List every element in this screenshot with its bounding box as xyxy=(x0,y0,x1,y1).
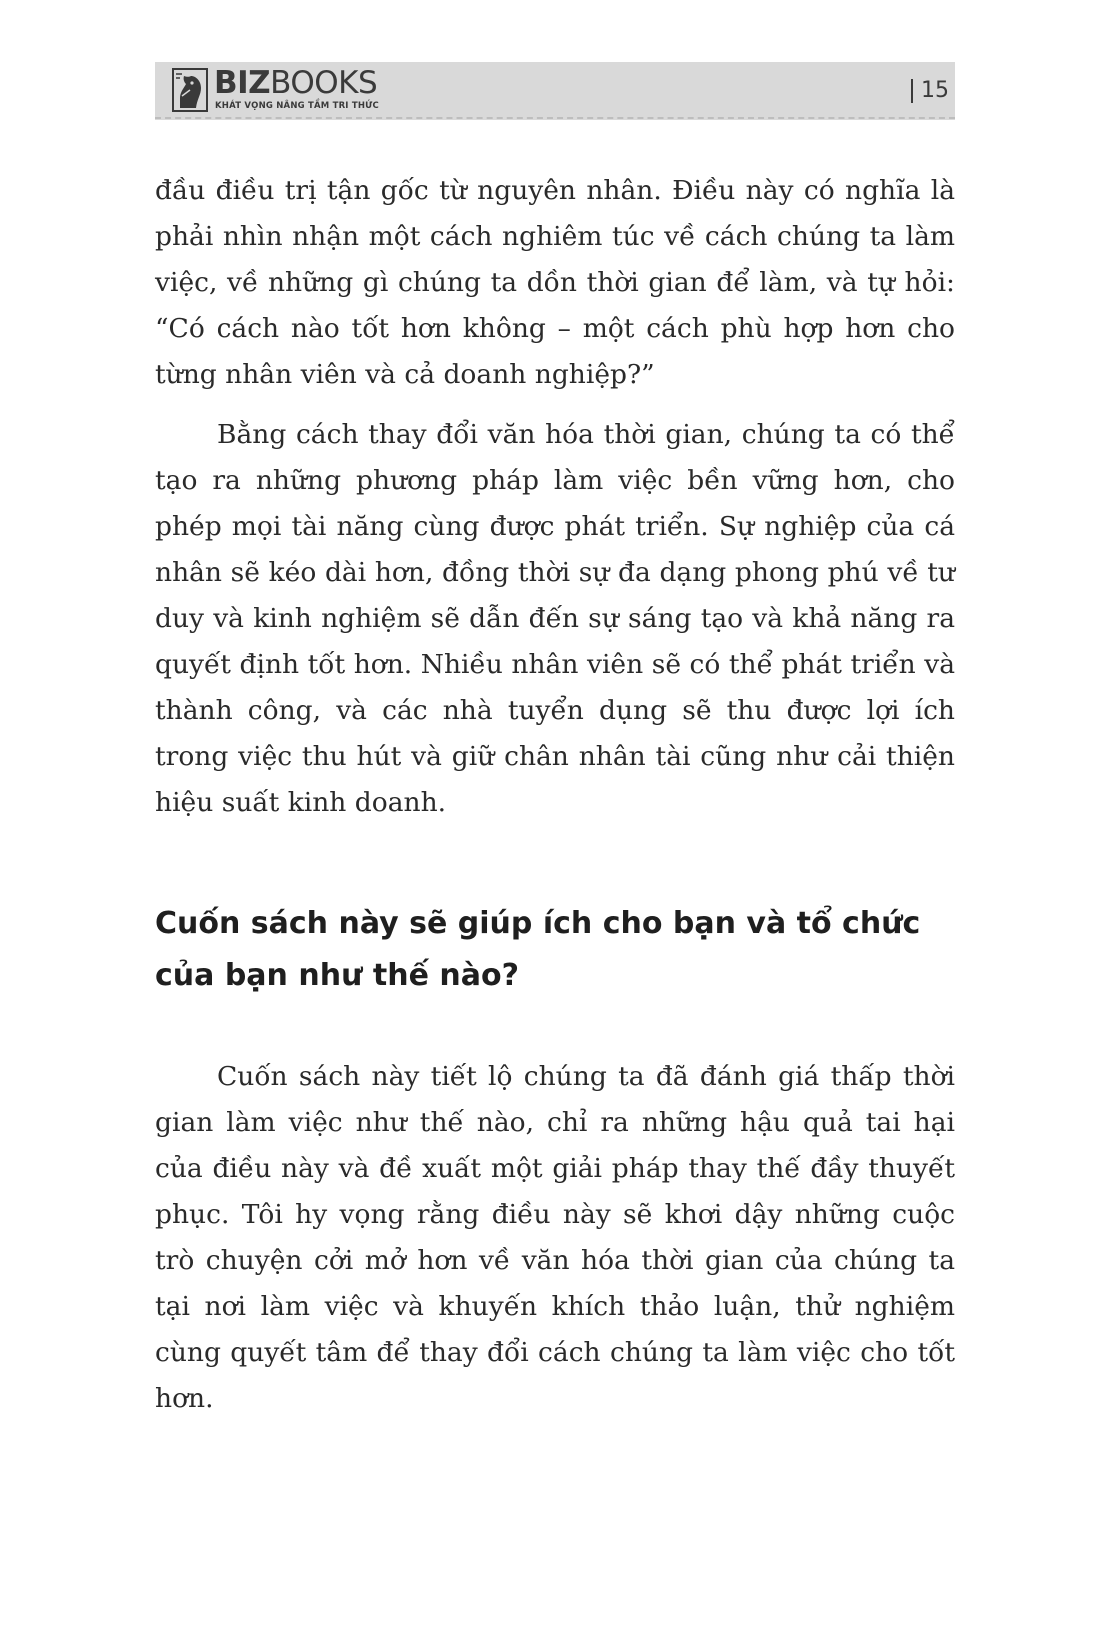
body-paragraph-2: Bằng cách thay đổi văn hóa thời gian, chúng ta có thể tạo ra những phương pháp làm việc bền vững hơn, cho phép mọi tài năng cùng được phát triển. Sự nghiệp của cá nhân sẽ kéo dài hơn, đồng thời sự đa dạng phong phú về tư duy và kinh nghiệm sẽ dẫn đến sự sáng tạo và khả năng ra quyết định tốt hơn. Nhiều nhân viên sẽ có thể phát triển và thành công, và các nhà tuyển dụng sẽ thu được lợi ích trong việc thu hút và giữ chân nhân tài cũng như cải thiện hiệu suất kinh doanh. xyxy=(155,419,955,818)
page-number-separator xyxy=(911,79,913,103)
page-number-value: 15 xyxy=(921,78,949,103)
publisher-logo xyxy=(172,66,502,116)
header-divider xyxy=(155,117,955,119)
knight-logo-icon xyxy=(172,68,208,112)
brand-name-bold: BIZ xyxy=(214,65,271,101)
brand-name xyxy=(214,66,377,100)
body-paragraph-1: đầu điều trị tận gốc từ nguyên nhân. Điều này có nghĩa là phải nhìn nhận một cách nghiêm túc về cách chúng ta làm việc, về những gì chúng ta dồn thời gian để làm, và tự hỏi: “Có cách nào tốt hơn không – một cách phù hợp hơn cho từng nhân viên và cả doanh nghiệp?” xyxy=(155,175,955,390)
page-content xyxy=(155,168,955,1422)
page-number xyxy=(911,76,949,106)
brand-tagline: KHÁT VỌNG NÂNG TẦM TRI THỨC xyxy=(215,101,379,111)
section-heading: Cuốn sách này sẽ giúp ích cho bạn và tổ chức của bạn như thế nào? xyxy=(155,906,921,993)
body-paragraph-3: Cuốn sách này tiết lộ chúng ta đã đánh giá thấp thời gian làm việc như thế nào, chỉ ra những hậu quả tai hại của điều này và đề xuất một giải pháp thay thế đầy thuyết phục. Tôi hy vọng rằng điều này sẽ khơi dậy những cuộc trò chuyện cởi mở hơn về văn hóa thời gian của chúng ta tại nơi làm việc và khuyến khích thảo luận, thử nghiệm cùng quyết tâm để thay đổi cách chúng ta làm việc cho tốt hơn. xyxy=(155,1061,955,1414)
brand-name-light: BOOKS xyxy=(270,65,378,101)
